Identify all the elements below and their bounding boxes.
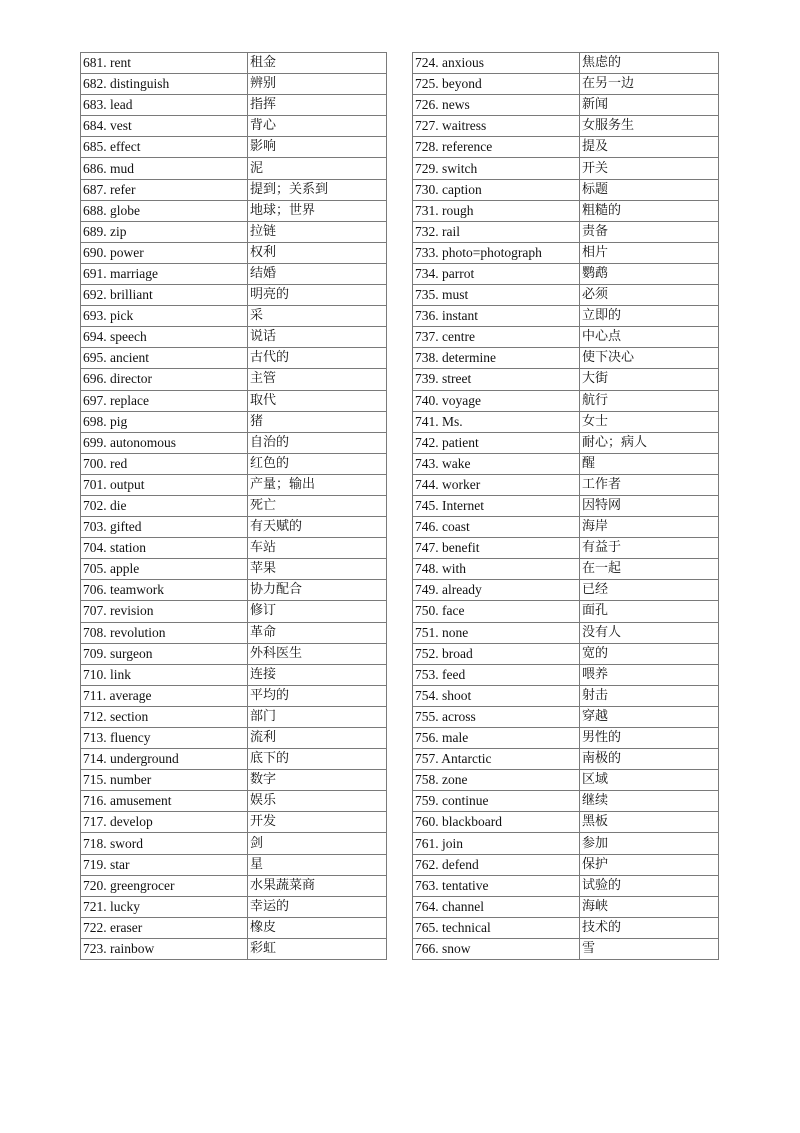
table-row (413, 833, 719, 854)
english-word-cell: 689. zip (81, 221, 248, 242)
chinese-meaning-cell: 喂养 (580, 664, 719, 685)
english-word-cell: 728. reference (413, 137, 580, 158)
chinese-meaning-cell: 流利 (248, 728, 387, 749)
english-word-cell: 692. brilliant (81, 285, 248, 306)
table-row (413, 200, 719, 221)
table-row (81, 74, 387, 95)
english-word-cell: 686. mud (81, 158, 248, 179)
table-row (81, 854, 387, 875)
english-word-cell: 723. rainbow (81, 938, 248, 959)
english-word-cell: 735. must (413, 285, 580, 306)
table-row (81, 812, 387, 833)
english-word-cell: 687. refer (81, 179, 248, 200)
chinese-meaning-cell: 开关 (580, 158, 719, 179)
english-word-cell: 712. section (81, 706, 248, 727)
table-row (413, 158, 719, 179)
english-word-cell: 738. determine (413, 348, 580, 369)
chinese-meaning-cell: 提到；关系到 (248, 179, 387, 200)
chinese-meaning-cell: 平均的 (248, 685, 387, 706)
chinese-meaning-cell: 古代的 (248, 348, 387, 369)
english-word-cell: 748. with (413, 559, 580, 580)
table-row (81, 728, 387, 749)
table-row (81, 432, 387, 453)
chinese-meaning-cell: 因特网 (580, 495, 719, 516)
chinese-meaning-cell: 没有人 (580, 622, 719, 643)
chinese-meaning-cell: 权利 (248, 242, 387, 263)
table-row (81, 411, 387, 432)
table-row (413, 728, 719, 749)
table-row (81, 517, 387, 538)
english-word-cell: 727. waitress (413, 116, 580, 137)
english-word-cell: 715. number (81, 770, 248, 791)
chinese-meaning-cell: 提及 (580, 137, 719, 158)
english-word-cell: 747. benefit (413, 538, 580, 559)
chinese-meaning-cell: 影响 (248, 137, 387, 158)
chinese-meaning-cell: 明亮的 (248, 285, 387, 306)
chinese-meaning-cell: 继续 (580, 791, 719, 812)
table-row (413, 875, 719, 896)
chinese-meaning-cell: 协力配合 (248, 580, 387, 601)
table-row (413, 706, 719, 727)
chinese-meaning-cell: 取代 (248, 390, 387, 411)
english-word-cell: 740. voyage (413, 390, 580, 411)
table-row (81, 179, 387, 200)
english-word-cell: 713. fluency (81, 728, 248, 749)
english-word-cell: 724. anxious (413, 53, 580, 74)
chinese-meaning-cell: 南极的 (580, 749, 719, 770)
english-word-cell: 753. feed (413, 664, 580, 685)
table-row (413, 559, 719, 580)
english-word-cell: 691. marriage (81, 263, 248, 284)
chinese-meaning-cell: 数字 (248, 770, 387, 791)
table-row (413, 369, 719, 390)
chinese-meaning-cell: 部门 (248, 706, 387, 727)
english-word-cell: 696. director (81, 369, 248, 390)
table-row (81, 938, 387, 959)
english-word-cell: 688. globe (81, 200, 248, 221)
chinese-meaning-cell: 标题 (580, 179, 719, 200)
table-row (413, 411, 719, 432)
chinese-meaning-cell: 自治的 (248, 432, 387, 453)
chinese-meaning-cell: 使下决心 (580, 348, 719, 369)
table-row (81, 875, 387, 896)
table-row (81, 453, 387, 474)
chinese-meaning-cell: 泥 (248, 158, 387, 179)
table-row (413, 495, 719, 516)
chinese-meaning-cell: 结婚 (248, 263, 387, 284)
table-row (81, 559, 387, 580)
table-row (81, 917, 387, 938)
table-row (413, 938, 719, 959)
table-row (413, 221, 719, 242)
chinese-meaning-cell: 背心 (248, 116, 387, 137)
table-row (413, 137, 719, 158)
chinese-meaning-cell: 车站 (248, 538, 387, 559)
english-word-cell: 684. vest (81, 116, 248, 137)
table-row (81, 643, 387, 664)
chinese-meaning-cell: 底下的 (248, 749, 387, 770)
table-row (413, 179, 719, 200)
english-word-cell: 704. station (81, 538, 248, 559)
chinese-meaning-cell: 焦虑的 (580, 53, 719, 74)
table-row (413, 95, 719, 116)
table-row (81, 158, 387, 179)
chinese-meaning-cell: 粗糙的 (580, 200, 719, 221)
chinese-meaning-cell: 新闻 (580, 95, 719, 116)
english-word-cell: 760. blackboard (413, 812, 580, 833)
chinese-meaning-cell: 水果蔬菜商 (248, 875, 387, 896)
vocab-table-left-body (81, 53, 387, 960)
english-word-cell: 709. surgeon (81, 643, 248, 664)
english-word-cell: 733. photo=photograph (413, 242, 580, 263)
table-row (413, 896, 719, 917)
table-row (81, 390, 387, 411)
chinese-meaning-cell: 女服务生 (580, 116, 719, 137)
chinese-meaning-cell: 海岸 (580, 517, 719, 538)
english-word-cell: 710. link (81, 664, 248, 685)
chinese-meaning-cell: 射击 (580, 685, 719, 706)
table-row (81, 664, 387, 685)
english-word-cell: 751. none (413, 622, 580, 643)
english-word-cell: 718. sword (81, 833, 248, 854)
chinese-meaning-cell: 海峡 (580, 896, 719, 917)
english-word-cell: 746. coast (413, 517, 580, 538)
table-row (413, 812, 719, 833)
table-row (81, 833, 387, 854)
english-word-cell: 766. snow (413, 938, 580, 959)
table-row (81, 242, 387, 263)
chinese-meaning-cell: 修订 (248, 601, 387, 622)
chinese-meaning-cell: 技术的 (580, 917, 719, 938)
chinese-meaning-cell: 产量；输出 (248, 474, 387, 495)
table-row (81, 263, 387, 284)
chinese-meaning-cell: 醒 (580, 453, 719, 474)
table-row (413, 854, 719, 875)
chinese-meaning-cell: 猪 (248, 411, 387, 432)
english-word-cell: 685. effect (81, 137, 248, 158)
table-row (413, 580, 719, 601)
table-row (413, 327, 719, 348)
chinese-meaning-cell: 工作者 (580, 474, 719, 495)
table-row (81, 896, 387, 917)
table-row (81, 622, 387, 643)
english-word-cell: 716. amusement (81, 791, 248, 812)
table-row (413, 306, 719, 327)
table-row (413, 685, 719, 706)
english-word-cell: 720. greengrocer (81, 875, 248, 896)
english-word-cell: 742. patient (413, 432, 580, 453)
english-word-cell: 762. defend (413, 854, 580, 875)
chinese-meaning-cell: 已经 (580, 580, 719, 601)
chinese-meaning-cell: 中心点 (580, 327, 719, 348)
table-row (81, 706, 387, 727)
table-row (81, 770, 387, 791)
table-row (413, 538, 719, 559)
chinese-meaning-cell: 区域 (580, 770, 719, 791)
english-word-cell: 706. teamwork (81, 580, 248, 601)
chinese-meaning-cell: 立即的 (580, 306, 719, 327)
english-word-cell: 761. join (413, 833, 580, 854)
table-row (81, 200, 387, 221)
chinese-meaning-cell: 红色的 (248, 453, 387, 474)
table-row (413, 643, 719, 664)
english-word-cell: 725. beyond (413, 74, 580, 95)
table-row (413, 749, 719, 770)
chinese-meaning-cell: 租金 (248, 53, 387, 74)
chinese-meaning-cell: 穿越 (580, 706, 719, 727)
english-word-cell: 703. gifted (81, 517, 248, 538)
table-row (413, 53, 719, 74)
chinese-meaning-cell: 辨别 (248, 74, 387, 95)
chinese-meaning-cell: 有益于 (580, 538, 719, 559)
english-word-cell: 717. develop (81, 812, 248, 833)
chinese-meaning-cell: 剑 (248, 833, 387, 854)
table-row (81, 474, 387, 495)
chinese-meaning-cell: 有天赋的 (248, 517, 387, 538)
chinese-meaning-cell: 面孔 (580, 601, 719, 622)
table-row (413, 791, 719, 812)
chinese-meaning-cell: 航行 (580, 390, 719, 411)
table-row (413, 517, 719, 538)
table-row (413, 263, 719, 284)
table-row (81, 53, 387, 74)
english-word-cell: 721. lucky (81, 896, 248, 917)
chinese-meaning-cell: 橡皮 (248, 917, 387, 938)
english-word-cell: 741. Ms. (413, 411, 580, 432)
chinese-meaning-cell: 外科医生 (248, 643, 387, 664)
english-word-cell: 756. male (413, 728, 580, 749)
english-word-cell: 730. caption (413, 179, 580, 200)
english-word-cell: 693. pick (81, 306, 248, 327)
english-word-cell: 719. star (81, 854, 248, 875)
table-row (413, 116, 719, 137)
table-row (413, 453, 719, 474)
table-row (413, 390, 719, 411)
table-row (413, 917, 719, 938)
vocab-table-right-body (413, 53, 719, 960)
chinese-meaning-cell: 在一起 (580, 559, 719, 580)
table-row (413, 285, 719, 306)
english-word-cell: 711. average (81, 685, 248, 706)
english-word-cell: 752. broad (413, 643, 580, 664)
chinese-meaning-cell: 说话 (248, 327, 387, 348)
english-word-cell: 745. Internet (413, 495, 580, 516)
english-word-cell: 754. shoot (413, 685, 580, 706)
table-row (413, 601, 719, 622)
english-word-cell: 695. ancient (81, 348, 248, 369)
chinese-meaning-cell: 试验的 (580, 875, 719, 896)
table-row (413, 770, 719, 791)
english-word-cell: 690. power (81, 242, 248, 263)
chinese-meaning-cell: 苹果 (248, 559, 387, 580)
english-word-cell: 702. die (81, 495, 248, 516)
chinese-meaning-cell: 地球；世界 (248, 200, 387, 221)
chinese-meaning-cell: 拉链 (248, 221, 387, 242)
table-row (413, 474, 719, 495)
english-word-cell: 731. rough (413, 200, 580, 221)
vocab-table-right (412, 52, 719, 960)
chinese-meaning-cell: 鹦鹉 (580, 263, 719, 284)
english-word-cell: 694. speech (81, 327, 248, 348)
chinese-meaning-cell: 黑板 (580, 812, 719, 833)
vocab-table-left (80, 52, 387, 960)
chinese-meaning-cell: 女士 (580, 411, 719, 432)
chinese-meaning-cell: 死亡 (248, 495, 387, 516)
english-word-cell: 734. parrot (413, 263, 580, 284)
english-word-cell: 705. apple (81, 559, 248, 580)
english-word-cell: 708. revolution (81, 622, 248, 643)
english-word-cell: 765. technical (413, 917, 580, 938)
english-word-cell: 729. switch (413, 158, 580, 179)
table-row (81, 137, 387, 158)
english-word-cell: 700. red (81, 453, 248, 474)
chinese-meaning-cell: 革命 (248, 622, 387, 643)
english-word-cell: 699. autonomous (81, 432, 248, 453)
table-row (81, 327, 387, 348)
chinese-meaning-cell: 幸运的 (248, 896, 387, 917)
table-row (81, 221, 387, 242)
english-word-cell: 758. zone (413, 770, 580, 791)
table-row (81, 285, 387, 306)
table-row (81, 95, 387, 116)
english-word-cell: 743. wake (413, 453, 580, 474)
chinese-meaning-cell: 耐心；病人 (580, 432, 719, 453)
table-row (81, 601, 387, 622)
english-word-cell: 749. already (413, 580, 580, 601)
english-word-cell: 757. Antarctic (413, 749, 580, 770)
chinese-meaning-cell: 保护 (580, 854, 719, 875)
english-word-cell: 763. tentative (413, 875, 580, 896)
english-word-cell: 732. rail (413, 221, 580, 242)
table-row (413, 432, 719, 453)
table-row (413, 242, 719, 263)
english-word-cell: 726. news (413, 95, 580, 116)
english-word-cell: 755. across (413, 706, 580, 727)
table-row (413, 74, 719, 95)
english-word-cell: 739. street (413, 369, 580, 390)
english-word-cell: 722. eraser (81, 917, 248, 938)
chinese-meaning-cell: 责备 (580, 221, 719, 242)
table-row (413, 348, 719, 369)
chinese-meaning-cell: 宽的 (580, 643, 719, 664)
english-word-cell: 764. channel (413, 896, 580, 917)
english-word-cell: 698. pig (81, 411, 248, 432)
english-word-cell: 714. underground (81, 749, 248, 770)
table-row (81, 749, 387, 770)
chinese-meaning-cell: 在另一边 (580, 74, 719, 95)
chinese-meaning-cell: 大街 (580, 369, 719, 390)
english-word-cell: 737. centre (413, 327, 580, 348)
english-word-cell: 750. face (413, 601, 580, 622)
english-word-cell: 683. lead (81, 95, 248, 116)
chinese-meaning-cell: 指挥 (248, 95, 387, 116)
table-row (81, 306, 387, 327)
chinese-meaning-cell: 参加 (580, 833, 719, 854)
english-word-cell: 697. replace (81, 390, 248, 411)
chinese-meaning-cell: 雪 (580, 938, 719, 959)
table-row (81, 495, 387, 516)
chinese-meaning-cell: 开发 (248, 812, 387, 833)
chinese-meaning-cell: 采 (248, 306, 387, 327)
table-row (81, 348, 387, 369)
chinese-meaning-cell: 彩虹 (248, 938, 387, 959)
table-row (81, 685, 387, 706)
chinese-meaning-cell: 星 (248, 854, 387, 875)
chinese-meaning-cell: 相片 (580, 242, 719, 263)
table-row (81, 116, 387, 137)
english-word-cell: 759. continue (413, 791, 580, 812)
chinese-meaning-cell: 男性的 (580, 728, 719, 749)
english-word-cell: 681. rent (81, 53, 248, 74)
table-row (81, 791, 387, 812)
chinese-meaning-cell: 主管 (248, 369, 387, 390)
chinese-meaning-cell: 娱乐 (248, 791, 387, 812)
chinese-meaning-cell: 必须 (580, 285, 719, 306)
table-row (81, 538, 387, 559)
table-row (413, 622, 719, 643)
table-row (413, 664, 719, 685)
english-word-cell: 682. distinguish (81, 74, 248, 95)
english-word-cell: 736. instant (413, 306, 580, 327)
table-row (81, 580, 387, 601)
table-row (81, 369, 387, 390)
english-word-cell: 707. revision (81, 601, 248, 622)
chinese-meaning-cell: 连接 (248, 664, 387, 685)
english-word-cell: 744. worker (413, 474, 580, 495)
english-word-cell: 701. output (81, 474, 248, 495)
